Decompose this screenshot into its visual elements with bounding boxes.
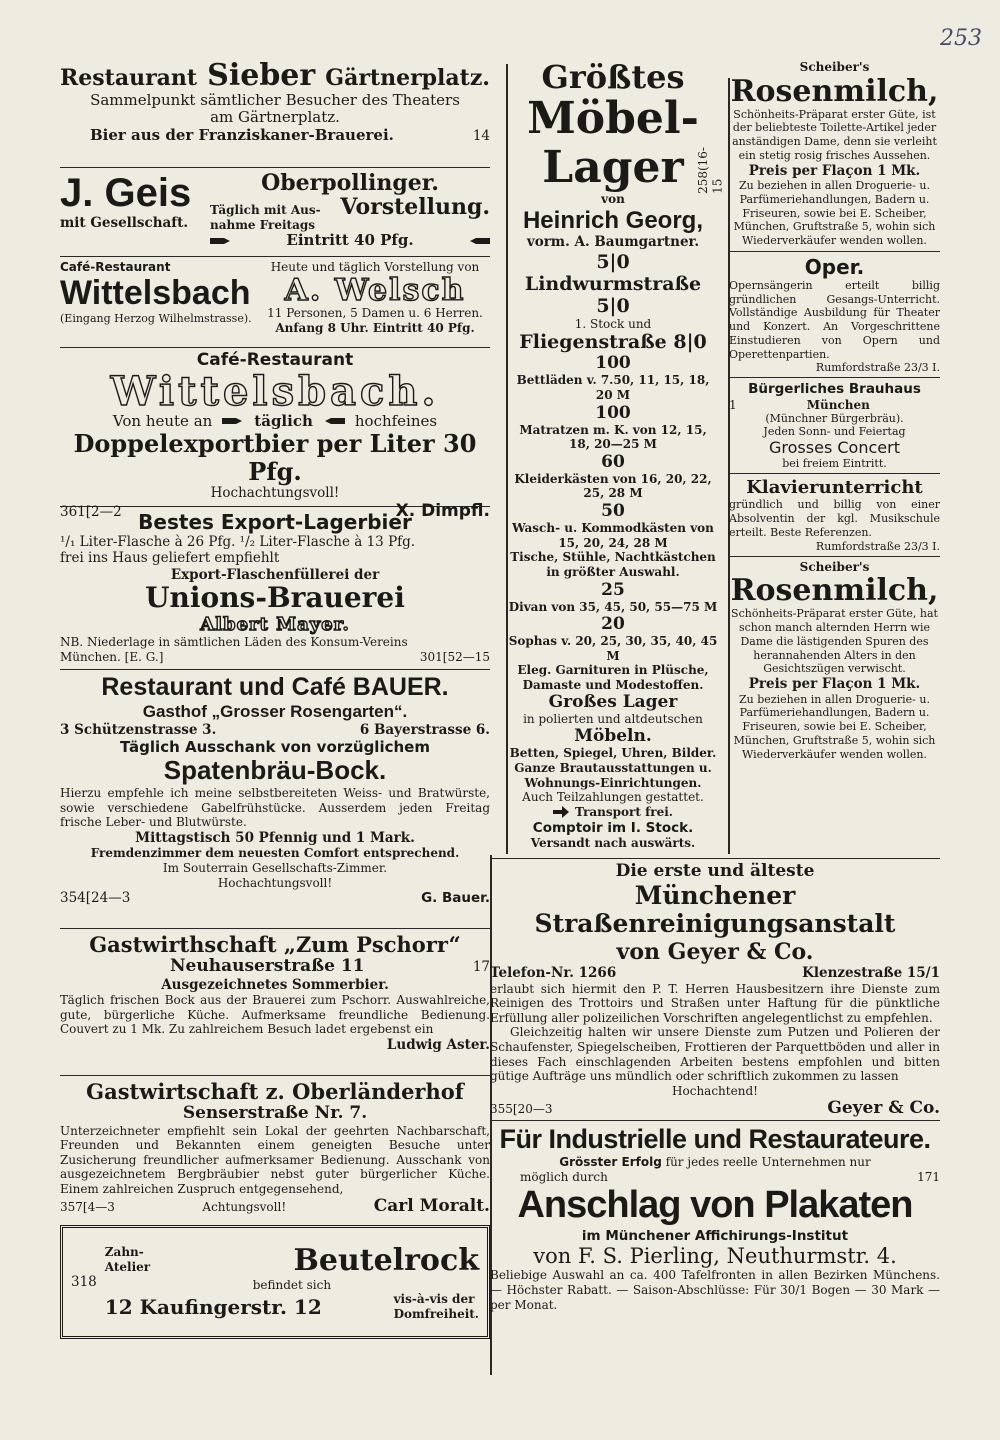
pschorr-body: Täglich frischen Bock aus der Brauerei zum Pschorr. Auswahlreiche, gute, bürgerliche Küche. Aufmerksame freundliche Bedienung. Couvert zu 1 Mk. Zu zahlreichem Besuch ladet ergebenst ein — [60, 993, 490, 1037]
divider — [490, 1120, 940, 1121]
bauer-rooms: Fremdenzimmer dem neuesten Comfort entsprechend. — [90, 846, 460, 861]
moebel-item-number: 100 — [595, 353, 631, 374]
bauer-addr2: 6 Bayerstrasse 6. — [359, 721, 490, 738]
bauer-title: Restaurant und Café BAUER. — [101, 673, 449, 701]
sieber-title-b: Sieber — [207, 58, 316, 93]
export-l1: ¹/₁ Liter-Flasche à 26 Pfg. ¹/₂ Liter-Flasche à 13 Pfg. — [60, 534, 416, 550]
ad-wittelsbach-dimpfl — [60, 350, 490, 521]
klavier-body: gründlich und billig von einer Absolventin der kgl. Musikschule erteilt. Beste Referenzen. — [729, 498, 940, 539]
moebel-item-text: Bettläden v. 7.50, 11, 15, 18, 20 M — [516, 373, 710, 402]
rosen1-price: Preis per Flaçon 1 Mk. — [748, 162, 921, 179]
export-owner: Albert Mayer. — [200, 614, 350, 636]
divider — [60, 1075, 490, 1076]
rosen2-avail: Zu beziehen in allen Droguerie- u. Parfümeriehandlungen, Badern u. Friseuren, sowie bei E. Scheiber, München, Gruftstraße 5, wohin sich Wiederverkäufer wenden wollen. — [733, 692, 936, 761]
pierling-body: Beliebige Auswahl an ca. 400 Tafelfronten in allen Bezirken Münchens. — Höchster Rabatt. — Saison-Abschlüsse: Für 30/1 Bogen — 30 Mark — per Monat. — [490, 1268, 940, 1312]
moebel-item-number: 100 — [595, 402, 631, 423]
geyer-l1: Die erste und älteste — [615, 861, 815, 881]
oberlaender-ref: 357[4—3 — [60, 1199, 115, 1214]
ad-rosenmilch-1 — [729, 60, 940, 248]
dimpfl-signer: X. Dimpfl. — [395, 500, 490, 521]
pointing-hand-icon — [222, 415, 244, 427]
dimpfl-l1a: Von heute an — [112, 411, 213, 430]
dimpfl-l1b: täglich — [254, 411, 313, 430]
divider — [490, 858, 940, 859]
beutelrock-opp1: vis-à-vis der — [393, 1292, 475, 1307]
pschorr-addr: Neuhauserstraße 11 — [170, 956, 365, 976]
brauhaus-sub: (Münchner Bürgerbräu). — [765, 412, 904, 426]
geis-show: Vorstellung. — [340, 194, 490, 221]
ad-export-lagerbier — [60, 510, 490, 666]
ad-oper — [729, 255, 940, 375]
divider — [729, 251, 940, 252]
pierling-l1a: Grösster Erfolg — [559, 1155, 662, 1170]
moebel-item-text: Tische, Stühle, Nachtkästchen in größter Auswahl. — [510, 550, 716, 579]
bauer-ref: 354[24—3 — [60, 890, 131, 907]
divider — [60, 347, 490, 348]
welsch-label: Café-Restaurant — [60, 260, 171, 274]
rosen1-avail: Zu beziehen in allen Droguerie- u. Parfümeriehandlungen, Badern u. Friseuren, sowie bei E. Scheiber, München, Gruftstraße 5, wohin sich Wiederverkäufer wenden wollen. — [733, 179, 936, 248]
beutelrock-name: Beutelrock — [293, 1242, 479, 1278]
bauer-signer: G. Bauer. — [421, 890, 490, 907]
brauhaus-title: Bürgerliches Brauhaus — [748, 381, 921, 398]
moebel-poliert: in polierten und altdeutschen — [523, 712, 703, 727]
welsch-name: Wittelsbach — [60, 273, 251, 312]
bauer-body: Hierzu empfehle ich meine selbstbereiteten Weiss- und Bratwürste, sowie verschiedene Gabelfrühstücke. Ausserdem jeden Freitag frische Leber- und Blutwürste. — [60, 786, 490, 830]
moebel-teil: Auch Teilzahlungen gestattet. — [522, 790, 704, 805]
export-l3: Export-Flaschenfüllerei der — [170, 566, 380, 583]
pschorr-ref: 17 — [472, 959, 490, 975]
pierling-ref: 171 — [917, 1169, 940, 1184]
welsch-intro: Heute und täglich Vorstellung von — [270, 260, 480, 274]
moebel-item-text: Sophas v. 20, 25, 30, 35, 40, 45 M — [508, 634, 718, 663]
moebel-addr2: Fliegenstraße 8|0 — [519, 331, 707, 354]
pierling-firm: von F. S. Pierling, Neuthurmstr. 4. — [533, 1244, 897, 1269]
pointing-hand-icon — [210, 235, 232, 247]
welsch-performer: A. Welsch — [284, 272, 466, 308]
bauer-l1: Täglich Ausschank von vorzüglichem — [120, 738, 430, 757]
pschorr-signer: Ludwig Aster. — [386, 1036, 490, 1053]
divider — [729, 556, 940, 557]
export-l2: frei ins Haus geliefert empfiehlt — [60, 550, 280, 567]
oper-body: Opernsängerin erteilt billig gründlichen Gesangs-Unterricht. Vollständige Ausbildung für Theater und Konzert. An Vorgeschrittene Einstudieren von Opern und Operettenpartien. — [729, 278, 940, 361]
pschorr-l1: Ausgezeichnetes Sommerbier. — [161, 976, 389, 993]
geyer-body1: erlaubt sich hiermit den P. T. Herren Hausbesitzern ihre Dienste zum Reinigen des Trottoirs und Straßen unter Haftung für die pünktliche Erfüllung aller polizeilichen Vorschriften angelegentlichst zu empfehlen. — [490, 981, 940, 1025]
pierling-title: Für Industrielle und Restaurateure. — [499, 1124, 931, 1154]
export-nb2: München. [E. G.] — [60, 649, 164, 664]
klavier-title: Klavierunterricht — [746, 477, 923, 499]
geyer-regards: Hochachtend! — [672, 1083, 758, 1098]
bauer-lunch: Mittagstisch 50 Pfennig und 1 Mark. — [135, 829, 415, 846]
beutelrock-addr: 12 Kaufingerstr. 12 — [104, 1294, 322, 1319]
dimpfl-name: Wittelsbach. — [110, 367, 440, 415]
ad-zum-pschorr — [60, 932, 490, 1072]
beutelrock-located: befindet sich — [252, 1277, 332, 1292]
oberlaender-signer: Carl Moralt. — [373, 1195, 490, 1216]
geis-name: J. Geis — [60, 171, 192, 215]
brauhaus-l1: Jeden Sonn- und Feiertag — [763, 425, 906, 439]
moebel-name: Heinrich Georg, — [522, 206, 704, 234]
pierling-inst: im Münchener Affichirungs-Institut — [581, 1227, 849, 1244]
dimpfl-l1c: hochfeines — [354, 411, 438, 430]
rosen2-label: Scheiber's — [799, 559, 870, 574]
geyer-body2: Gleichzeitig halten wir unsere Dienste zum Putzen und Polieren der Schaufenster, Spiegelscheiben, Frottieren der Parquettböden und aller in dieses Fach einschlagenden Arbeiten bestens empfohlen und bitten gütige Aufträge uns mündlich oder schriftlich zukommen zu lassen — [490, 1025, 940, 1084]
sieber-line3: Bier aus der Franziskaner-Brauerei. — [90, 125, 394, 144]
export-title: Bestes Export-Lagerbier — [138, 510, 412, 534]
ad-welsch — [60, 260, 490, 344]
pierling-big: Anschlag von Plakaten — [517, 1184, 913, 1227]
moebel-von: von — [601, 191, 625, 206]
divider — [60, 167, 490, 168]
ad-klavierunterricht — [729, 477, 940, 552]
dimpfl-label: Café-Restaurant — [196, 350, 354, 370]
bauer-cellar: Im Souterrain Gesellschafts-Zimmer. — [162, 861, 388, 876]
rosen2-name: Rosenmilch, — [730, 573, 939, 609]
oberlaender-title: Gastwirtschaft z. Oberländerhof — [86, 1079, 464, 1104]
brauhaus-free: bei freiem Eintritt. — [782, 457, 887, 471]
welsch-persons: 11 Personen, 5 Damen u. 6 Herren. — [267, 306, 483, 321]
brauhaus-concert: Grosses Concert — [769, 438, 900, 458]
oberlaender-addr: Senserstraße Nr. 7. — [182, 1103, 368, 1123]
divider — [60, 256, 490, 257]
ad-rosenmilch-2 — [729, 560, 940, 762]
moebel-stock: 1. Stock und — [574, 316, 652, 331]
export-nb: NB. Niederlage in sämtlichen Läden des Konsum-Vereins — [60, 635, 408, 650]
welsch-times: Anfang 8 Uhr. Eintritt 40 Pfg. — [275, 320, 475, 335]
sieber-ref: 14 — [472, 127, 490, 144]
moebel-versand: Versandt nach auswärts. — [530, 835, 696, 850]
divider — [729, 377, 940, 378]
beutelrock-opp2: Domfreiheit. — [393, 1306, 479, 1321]
rosen2-body: Schönheits-Präparat erster Güte, hat schon manch alternden Herrn wie Dame die lästigenden Spuren des herannahenden Alters in den Gesichtszügen verwischt. — [731, 607, 938, 676]
moebel-t2: Möbel- — [527, 93, 699, 145]
moebel-item-text: Kleiderkästen von 16, 20, 22, 25, 28 M — [514, 471, 712, 501]
beutelrock-l1: Zahn- — [104, 1245, 144, 1260]
oberlaender-regards: Achtungsvoll! — [202, 1199, 287, 1214]
pointing-hand-icon — [468, 235, 490, 247]
moebel-item-number: 60 — [601, 451, 625, 472]
bauer-addr1: 3 Schützenstrasse 3. — [60, 721, 217, 738]
dimpfl-beer: Doppelexportbier per Liter 30 Pfg. — [73, 429, 477, 486]
ad-oberpollinger — [60, 171, 490, 253]
geyer-ref: 355[20—3 — [490, 1101, 553, 1116]
moebel-item-number: 25 — [601, 579, 625, 600]
geyer-title: Münchener Straßenreinigungsanstalt — [534, 880, 896, 939]
welsch-note: (Eingang Herzog Wilhelmstrasse). — [60, 312, 252, 326]
ad-oberlaenderhof — [60, 1079, 490, 1219]
sieber-line2: am Gärtnerplatz. — [210, 108, 340, 127]
ad-restaurant-sieber — [60, 60, 490, 164]
dimpfl-regards: Hochachtungsvoll! — [210, 485, 340, 502]
dimpfl-ref: 361[2—2 — [60, 503, 122, 520]
pschorr-title: Gastwirthschaft „Zum Pschorr“ — [89, 932, 461, 957]
geyer-phone: Telefon-Nr. 1266 — [490, 965, 617, 982]
geis-sub: mit Gesellschaft. — [60, 215, 189, 231]
pointing-hand-icon — [323, 415, 345, 427]
divider — [729, 473, 940, 474]
moebel-side-ref: 258(16-15 — [695, 147, 725, 195]
brauhaus-city: München — [806, 397, 870, 412]
geis-venue: Oberpollinger. — [261, 170, 439, 196]
moebel-item-number: 50 — [601, 501, 625, 522]
rosen1-name: Rosenmilch, — [730, 73, 939, 109]
moebel-transport: Transport frei. — [575, 804, 673, 819]
geyer-addr: Klenzestraße 15/1 — [802, 965, 940, 982]
divider — [60, 928, 490, 929]
geyer-signer: Geyer & Co. — [827, 1097, 940, 1118]
moebel-betten: Betten, Spiegel, Uhren, Bilder. — [509, 746, 717, 761]
geis-l2: nahme Freitags — [210, 217, 316, 232]
export-ref: 301[52—15 — [419, 649, 490, 664]
oper-title: Oper. — [804, 254, 865, 279]
ad-plakate — [490, 1117, 940, 1372]
bauer-gasthof: Gasthof „Grosser Rosengarten“. — [142, 701, 408, 721]
ad-strassenreinigung — [490, 855, 940, 1117]
export-brewery: Unions-Brauerei — [145, 581, 405, 615]
moebel-ganze: Ganze Brautausstattungen u. Wohnungs-Einrichtungen. — [514, 761, 712, 790]
divider — [60, 669, 490, 670]
moebel-item-number: 20 — [601, 614, 625, 635]
rosen1-body: Schönheits-Präparat erster Güte, ist der beliebteste Toilette-Artikel jeder anständigen Dame, denn sie verleiht ein stetig rosig frisches Aussehen. — [732, 107, 937, 162]
sieber-title-c: Gärtnerplatz. — [325, 65, 490, 91]
sieber-line1: Sammelpunkt sämtlicher Besucher des Theaters — [90, 90, 460, 109]
moebel-t1: Größtes — [541, 58, 685, 96]
page-number: 253 — [940, 26, 982, 51]
oper-addr: Rumfordstraße 23/3 I. — [815, 361, 940, 375]
moebel-price-list — [507, 353, 719, 663]
ad-beutelrock — [60, 1225, 490, 1339]
beutelrock-l2: Atelier — [104, 1260, 151, 1275]
column-middle — [507, 58, 725, 854]
rosen2-price: Preis per Flaçon 1 Mk. — [748, 676, 921, 693]
moebel-moebeln: Möbeln. — [574, 725, 652, 746]
klavier-addr: Rumfordstraße 23/3 I. — [815, 539, 940, 553]
geis-l1: Täglich mit Aus- — [210, 203, 321, 218]
moebel-item-text: Divan von 35, 45, 50, 55—75 M — [508, 599, 718, 614]
bauer-regards: Hochachtungsvoll! — [217, 875, 333, 890]
moebel-item-text: Matratzen m. K. von 12, 15, 18, 20—25 M — [519, 422, 707, 452]
moebel-eleg: Eleg. Garnituren in Plüsche, Damaste und Modestoffen. — [517, 663, 709, 693]
pierling-l2: möglich durch — [520, 1169, 608, 1184]
rosen1-label: Scheiber's — [799, 60, 870, 74]
geyer-firm: von Geyer & Co. — [616, 939, 814, 966]
brauhaus-ref: 1 — [729, 397, 737, 412]
column-right — [729, 60, 940, 854]
moebel-comptoir: Comptoir im I. Stock. — [532, 819, 694, 836]
moebel-t3: Lager — [542, 141, 684, 193]
ad-buergerliches-brauhaus — [729, 381, 940, 470]
moebel-item-text: Wasch- u. Kommodkästen von 15, 20, 24, 28 M — [512, 521, 714, 550]
moebel-gross: Großes Lager — [548, 691, 678, 712]
geis-entry: Eintritt 40 Pfg. — [286, 231, 414, 250]
moebel-vorm: vorm. A. Baumgartner. — [526, 234, 700, 251]
sieber-title-a: Restaurant — [60, 65, 198, 91]
pierling-l1b: für jedes reelle Unternehmen nur — [665, 1155, 871, 1170]
ad-restaurant-bauer — [60, 673, 490, 925]
transport-arrow-icon — [553, 806, 569, 818]
oberlaender-body: Unterzeichneter empfiehlt sein Lokal der geehrten Nachbarschaft, Freunden und Bekannten einem geneigten Besuche unter Zusicherung freundlicher aufmerksamer Bedienung. Ausschank von ausgezeichnetem Bergbräubier nebst guter bürgerlicher Küche. Einem zahlreichen Zuspruch entgegensehend, — [60, 1123, 490, 1197]
bauer-beer: Spatenbräu-Bock. — [163, 755, 387, 786]
beutelrock-ref: 318 — [71, 1273, 97, 1290]
column-left — [60, 60, 490, 1418]
moebel-addr1: 5|0 Lindwurmstraße 5|0 — [524, 250, 702, 317]
